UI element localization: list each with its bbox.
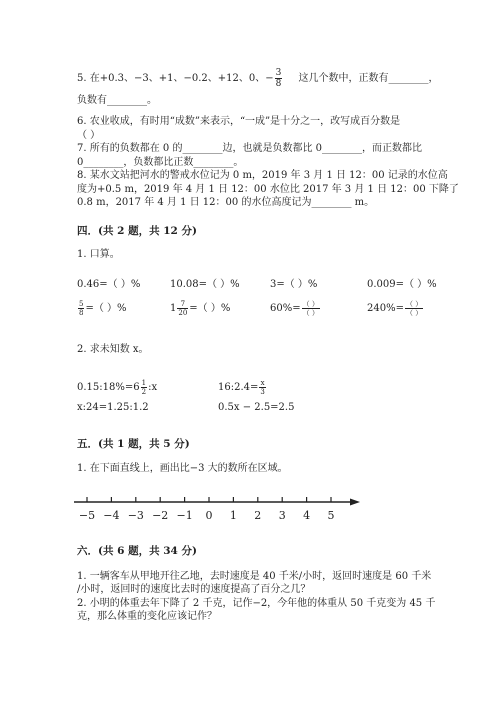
section-6-title: 六．(共 6 题，共 34 分) bbox=[77, 545, 197, 557]
number-line-label: 3 bbox=[278, 509, 286, 522]
calc-r2-c3 bbox=[270, 300, 321, 317]
sec6-q1-line1: 1. 一辆客车从甲地开往乙地，去时速度是 40 千米/小时，返回时速度是 60 千米 bbox=[77, 571, 432, 582]
q5-fraction bbox=[275, 68, 283, 89]
calc-r1-c3: 3=（ ）% bbox=[270, 279, 318, 290]
r2a-fraction bbox=[78, 300, 84, 317]
number-line bbox=[0, 490, 500, 526]
calc-r1-c2: 10.08=（ ）% bbox=[170, 279, 240, 290]
sec5-q1-prompt: 1. 在下面直线上，画出比−3 大的数所在区域。 bbox=[77, 463, 288, 474]
r2d-den: （ ） bbox=[405, 309, 423, 317]
e2-pre: 16:2.4= bbox=[218, 382, 259, 393]
number-line-label: −2 bbox=[152, 509, 169, 522]
number-line-label: −4 bbox=[103, 509, 120, 522]
number-line-label: 0 bbox=[205, 509, 213, 522]
number-line-label: −3 bbox=[127, 509, 144, 522]
q8-line2: 度为+0.5 m，2019 年 4 月 1 日 12：00 水位比 2017 年 3 月 1 日 12：00 下降了 bbox=[77, 184, 459, 195]
r2b-den: 20 bbox=[178, 309, 188, 317]
r2c-den: （ ） bbox=[302, 309, 319, 317]
equation-3: x:24=1.25:1.2 bbox=[77, 402, 149, 413]
e2-den: 3 bbox=[260, 388, 265, 396]
r2d-pre: 240%= bbox=[367, 303, 404, 314]
q5-text-post: 这几个数中，正数有________， bbox=[298, 73, 439, 84]
calc-r1-c1: 0.46=（ ）% bbox=[77, 279, 141, 290]
sec4-q2-prompt: 2. 求未知数 x。 bbox=[77, 344, 149, 355]
r2d-fraction bbox=[405, 300, 423, 317]
sec4-q1-prompt: 1. 口算。 bbox=[77, 249, 120, 260]
q5-line2: 负数有________。 bbox=[77, 95, 157, 106]
e1-den: 2 bbox=[141, 388, 147, 396]
r2d-num: （ ） bbox=[405, 300, 423, 308]
q5-frac-num: 3 bbox=[275, 68, 282, 78]
r2b-num: 7 bbox=[177, 300, 188, 309]
q7-line2: 0________，负数都比正数________。 bbox=[77, 157, 244, 168]
calc-r2-c1 bbox=[77, 300, 127, 317]
r2b-fraction bbox=[177, 300, 188, 317]
number-line-label: 5 bbox=[327, 509, 335, 522]
e1-num: 1 bbox=[141, 379, 147, 387]
r2c-num: （ ） bbox=[302, 300, 319, 308]
section-4-title: 四．(共 2 题，共 12 分) bbox=[77, 225, 197, 237]
e2-num: x bbox=[260, 379, 265, 387]
equation-4: 0.5x − 2.5=2.5 bbox=[218, 402, 295, 413]
e2-fraction bbox=[259, 379, 265, 396]
r2a-num: 5 bbox=[79, 300, 84, 308]
r2a-den: 8 bbox=[79, 309, 84, 317]
r2a-tail: =（ ）% bbox=[85, 303, 127, 314]
section-5-title: 五．(共 1 题，共 5 分) bbox=[77, 438, 190, 450]
r2c-pre: 60%= bbox=[270, 303, 301, 314]
q8-line1: 8. 某水文站把河水的警戒水位记为 0 m，2019 年 3 月 1 日 12：00 记录的水位高 bbox=[77, 170, 448, 181]
r2b-whole: 1 bbox=[170, 303, 177, 314]
calc-r2-c4 bbox=[367, 300, 424, 317]
number-line-label: −5 bbox=[78, 509, 96, 522]
q8-line3: 0.8 m，2017 年 4 月 1 日 12：00 的水位高度记为________ m。 bbox=[77, 197, 375, 208]
number-line-ticks bbox=[79, 497, 335, 522]
calc-r2-c2 bbox=[170, 300, 230, 317]
number-line-label: −1 bbox=[176, 509, 193, 522]
number-line-label: 4 bbox=[303, 509, 311, 522]
q5-line1 bbox=[77, 68, 439, 89]
r2b-tail: =（ ）% bbox=[189, 303, 231, 314]
q6-line1: 6. 农业收成，有时用“成数”来表示，“一成”是十分之一，改写成百分数是 bbox=[77, 116, 401, 127]
sec6-q1-line2: /小时，返回时的速度比去时的速度提高了百分之几？ bbox=[77, 584, 311, 595]
number-line-label: 2 bbox=[254, 509, 262, 522]
sec6-q2-line1: 2. 小明的体重去年下降了 2 千克，记作−2，今年他的体重从 50 千克变为 45 千 bbox=[77, 598, 436, 609]
q5-text-pre: 5. 在+0.3、−3、+1、−0.2、+12、0、− bbox=[77, 73, 274, 84]
equation-2 bbox=[218, 379, 267, 396]
equation-1 bbox=[77, 379, 157, 396]
q6-line2: （ ） bbox=[77, 130, 101, 141]
q7-line1: 7. 所有的负数都在 0 的________边，也就是负数都比 0________，而正数都比 bbox=[77, 143, 422, 154]
e1-fraction bbox=[141, 379, 147, 396]
q5-frac-den: 8 bbox=[275, 79, 282, 89]
e1-pre: 0.15:18%=6 bbox=[77, 382, 140, 393]
calc-r1-c4: 0.009=（ ）% bbox=[367, 279, 437, 290]
sec6-q2-line2: 克，那么体重的变化应该记作？ bbox=[77, 611, 217, 622]
number-line-arrowhead bbox=[350, 499, 360, 506]
number-line-label: 1 bbox=[229, 509, 237, 522]
r2c-fraction bbox=[302, 300, 320, 317]
e1-post: :x bbox=[148, 382, 158, 393]
